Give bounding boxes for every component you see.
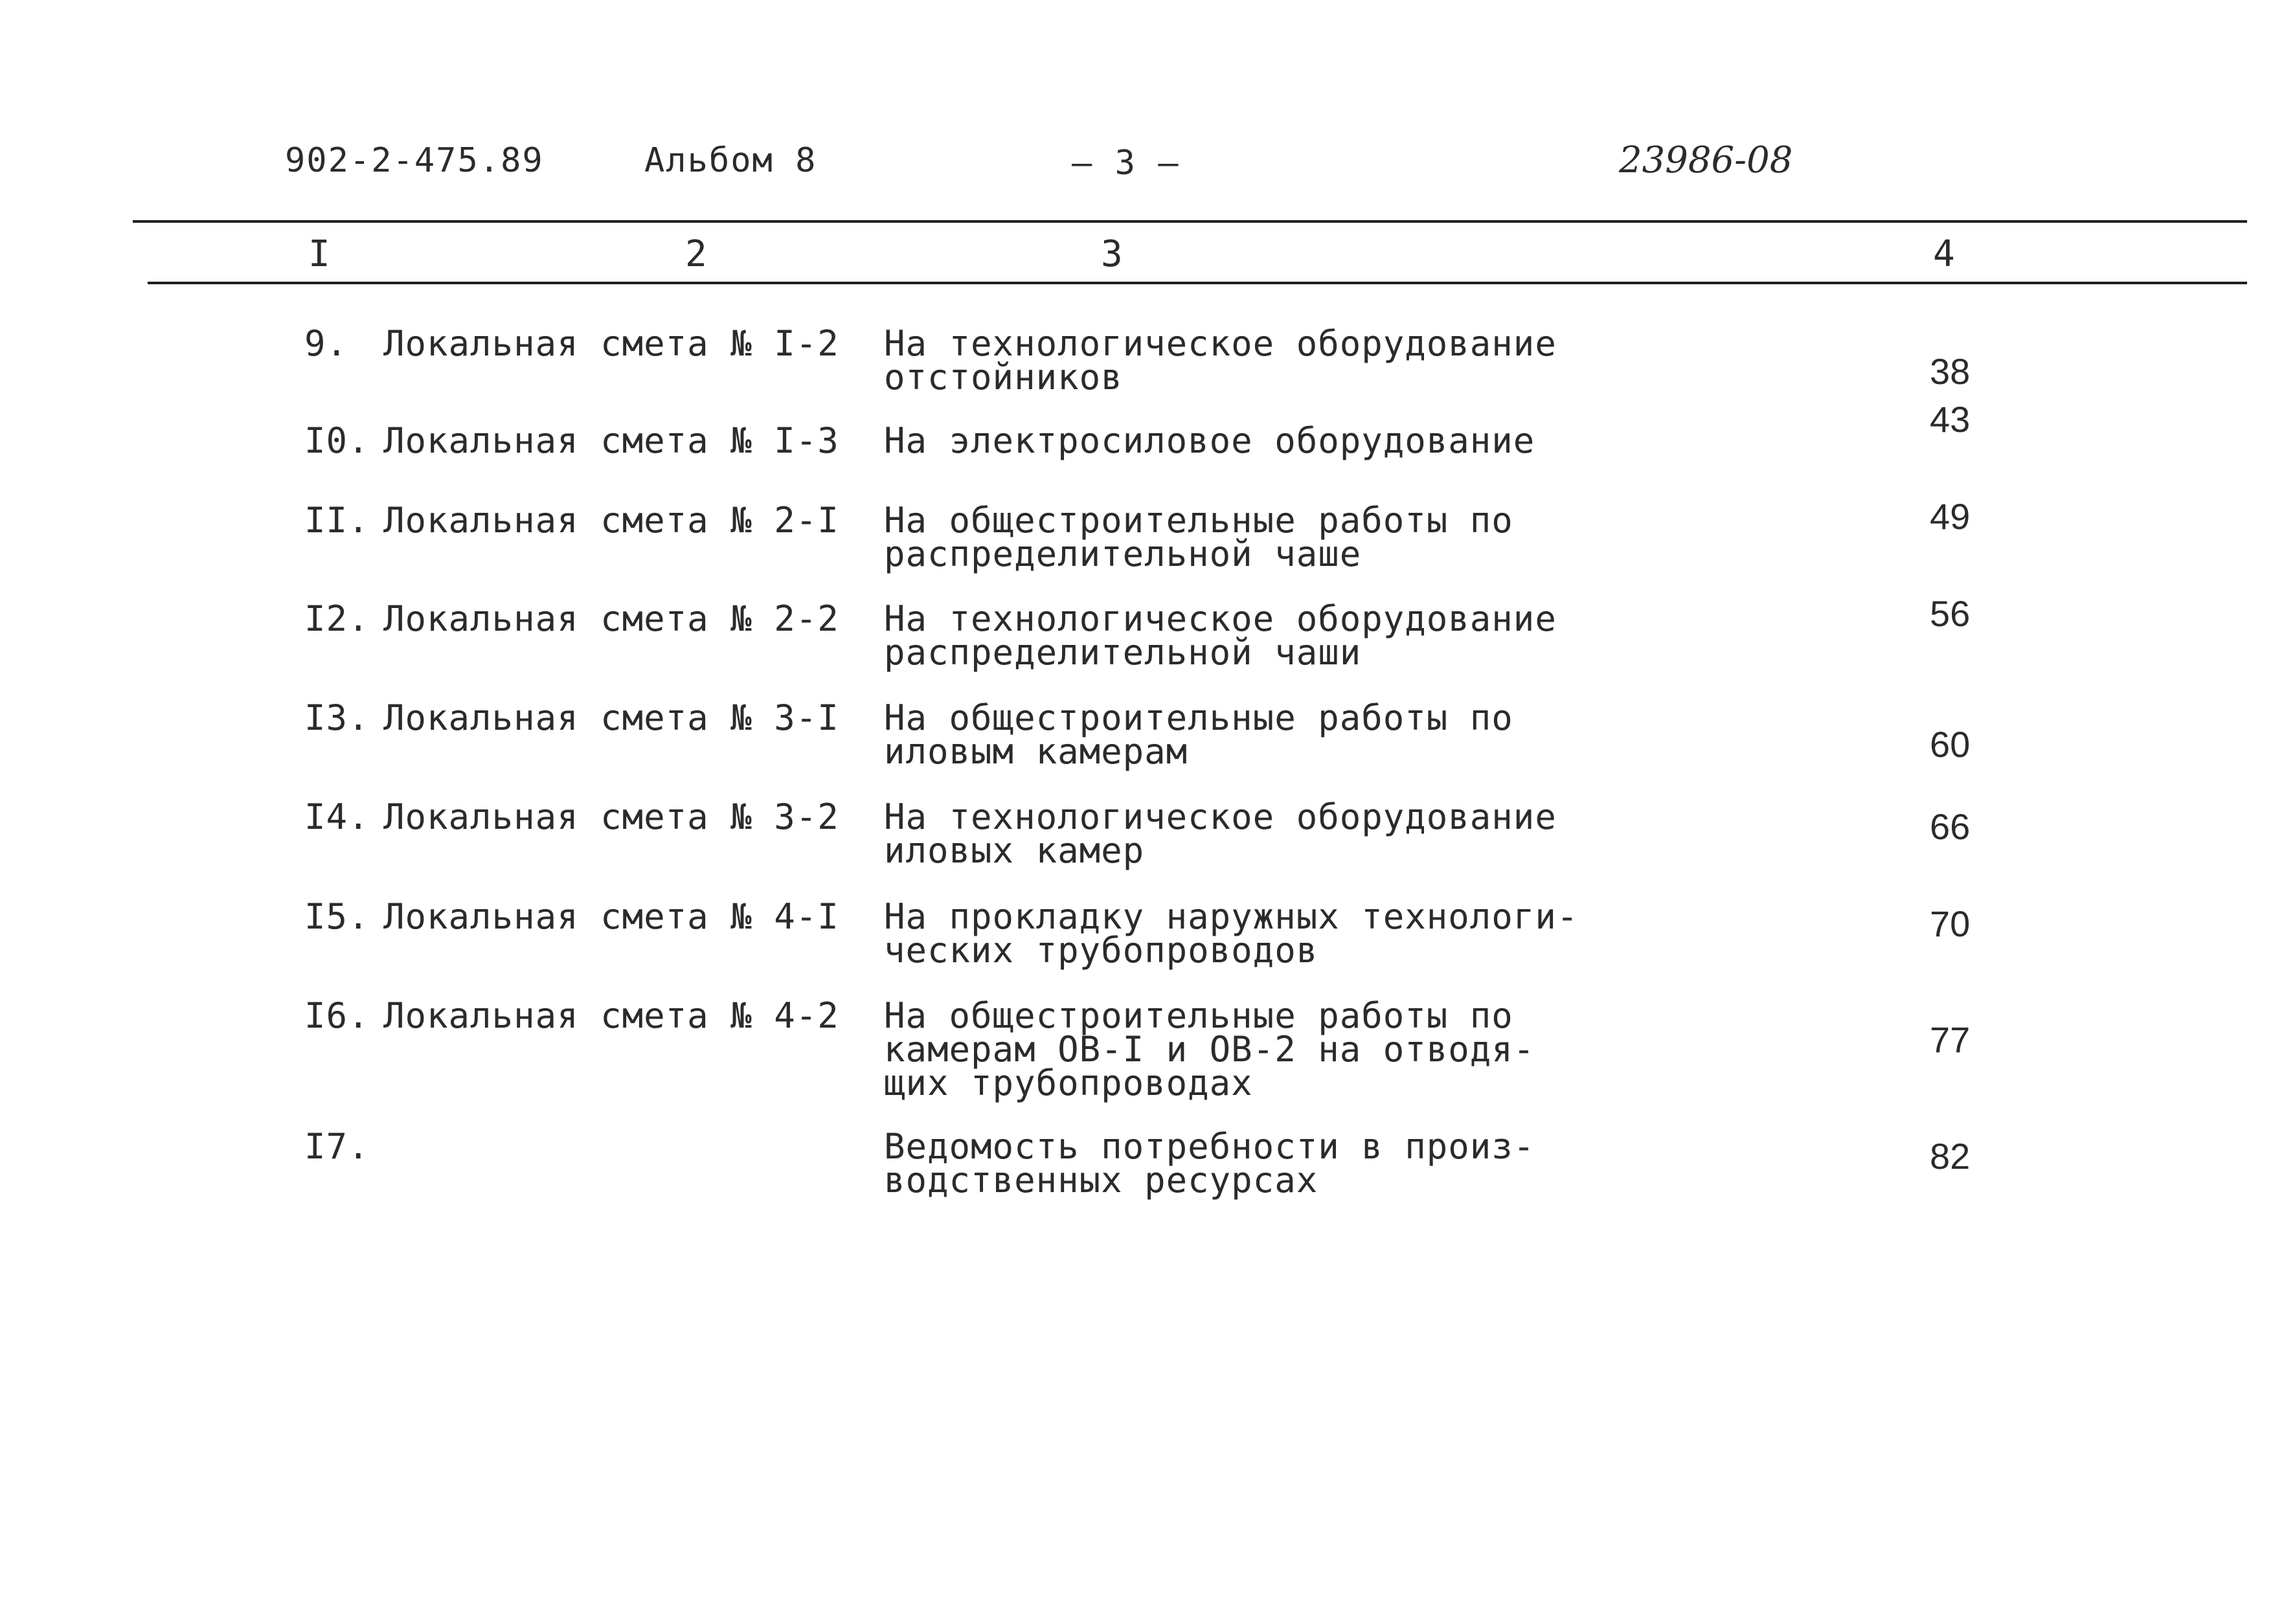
row-description: На технологическое оборудование распределительной чаши <box>884 598 1557 673</box>
row-number: II. <box>304 500 370 541</box>
row-description: На общестроительные работы по иловым камерам <box>884 697 1513 772</box>
row-number: I6. <box>304 995 370 1036</box>
row-page: 49 <box>1930 496 1971 537</box>
column-header-4: 4 <box>1933 233 1955 275</box>
column-header-3: 3 <box>1101 233 1123 275</box>
row-number: I7. <box>304 1126 370 1167</box>
document-code: 902-2-475.89 <box>285 141 544 180</box>
row-page: 77 <box>1930 1019 1971 1060</box>
row-estimate-name: Локальная смета № 2-I <box>383 500 839 541</box>
table-header-rule <box>148 282 2247 284</box>
row-number: I2. <box>304 598 370 639</box>
row-page: 66 <box>1930 806 1971 847</box>
row-description: На технологическое оборудование отстойников <box>884 323 1557 398</box>
row-description: На общестроительные работы по камерам ОВ-I и ОВ-2 на отводя- щих трубопроводах <box>884 995 1535 1103</box>
row-description: На технологическое оборудование иловых камер <box>884 796 1557 871</box>
row-estimate-name: Локальная смета № I-3 <box>383 420 839 461</box>
row-number: I0. <box>304 420 370 461</box>
row-page: 70 <box>1930 903 1971 944</box>
row-number: 9. <box>304 323 348 364</box>
row-page: 56 <box>1930 593 1971 634</box>
row-number: I3. <box>304 697 370 738</box>
row-page: 60 <box>1930 724 1971 765</box>
row-description: На общестроительные работы по распределительной чаше <box>884 500 1513 574</box>
row-estimate-name: Локальная смета № I-2 <box>383 323 839 364</box>
album-label: Альбом 8 <box>644 141 817 180</box>
handwritten-inventory-number: 23986-08 <box>1619 139 1793 181</box>
row-page: 82 <box>1930 1136 1971 1177</box>
page-number: — 3 — <box>1072 144 1180 183</box>
row-estimate-name: Локальная смета № 4-2 <box>383 995 839 1036</box>
row-description: Ведомость потребности в произ- водственных ресурсах <box>884 1126 1535 1201</box>
row-estimate-name: Локальная смета № 4-I <box>383 896 839 937</box>
table-top-rule <box>133 220 2247 223</box>
row-description: На прокладку наружных технологи- ческих трубопроводов <box>884 896 1579 971</box>
row-estimate-name: Локальная смета № 3-2 <box>383 796 839 837</box>
row-estimate-name: Локальная смета № 2-2 <box>383 598 839 639</box>
column-header-2: 2 <box>685 233 707 275</box>
row-description: На электросиловое оборудование <box>884 420 1535 461</box>
row-number: I5. <box>304 896 370 937</box>
row-number: I4. <box>304 796 370 837</box>
row-estimate-name: Локальная смета № 3-I <box>383 697 839 738</box>
row-page: 38 <box>1930 351 1971 392</box>
row-page: 43 <box>1930 399 1971 440</box>
column-header-1: I <box>308 233 330 275</box>
